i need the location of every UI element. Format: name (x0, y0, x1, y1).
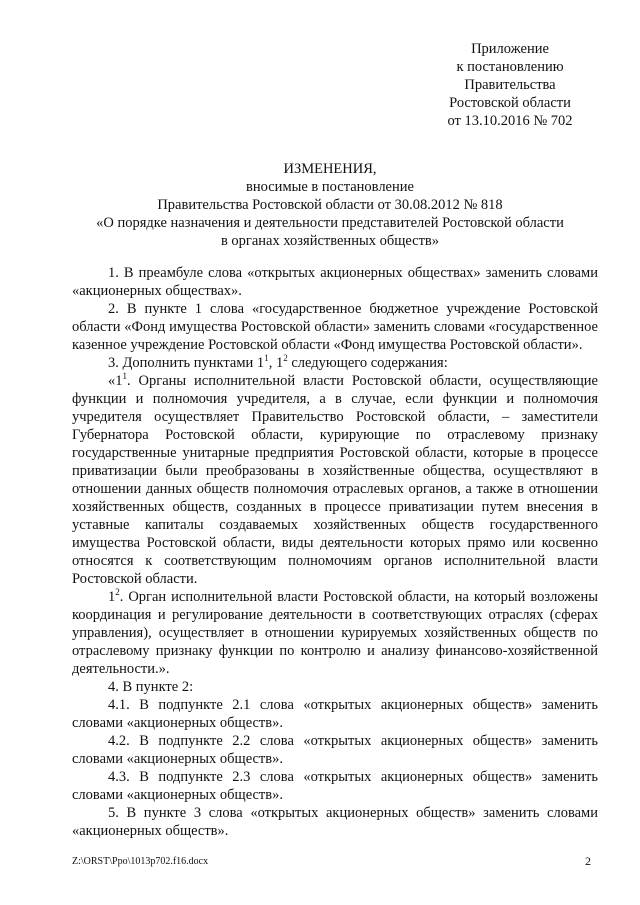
superscript: 1 (122, 371, 127, 382)
paragraph-4-text-a: «1 (108, 373, 123, 389)
paragraph-3-text-a: 3. Дополнить пунктами 1 (108, 355, 265, 371)
paragraph-3-text-c: следующего содержания: (287, 355, 448, 371)
superscript: 2 (115, 587, 120, 598)
appendix-line: Приложение (471, 41, 549, 57)
superscript: 1 (264, 353, 269, 364)
document-title: ИЗМЕНЕНИЯ, (283, 161, 377, 177)
paragraph-9: 4.3. В подпункте 2.3 слова «открытых акционерных обществ» заменить словами «акционерных обществ». (72, 769, 598, 803)
paragraph-5 (72, 588, 598, 678)
footer-file-path: Z:\ORST\Ppo\1013p702.f16.docx (72, 856, 209, 867)
paragraph-5-text-a: 1 (108, 589, 116, 605)
paragraph-6: 4. В пункте 2: (108, 679, 194, 695)
heading-line: Правительства Ростовской области от 30.08.2012 № 818 (157, 197, 503, 213)
heading-line: «О порядке назначения и деятельности представителей Ростовской области (96, 215, 564, 231)
document-heading (60, 160, 600, 250)
paragraph-10: 5. В пункте 3 слова «открытых акционерных обществ» заменить словами «акционерных обществ». (72, 805, 598, 839)
paragraph-3 (72, 354, 598, 372)
paragraph-5-text-b: . Орган исполнительной власти Ростовской области, на который возложены координация и регулирование деятельности в соответствующих отраслях (сферах управления), осуществляет в отношении курируемых хозяйственных обществ по отраслевому признаку функции по контролю и анализу финансово-хозяйственной деятельности.». (72, 589, 598, 677)
paragraph-7: 4.1. В подпункте 2.1 слова «открытых акционерных обществ» заменить словами «акционерных обществ». (72, 697, 598, 731)
heading-line: в органах хозяйственных обществ» (220, 233, 440, 249)
heading-line: вносимые в постановление (246, 179, 414, 195)
superscript: 2 (283, 353, 288, 364)
paragraph-2: 2. В пункте 1 слова «государственное бюджетное учреждение Ростовской области «Фонд имущества Ростовской области» заменить словами «государственное казенное учреждение Ростовской области «Фонд имущества Ростовской области». (72, 301, 598, 353)
appendix-line: Правительства (464, 77, 556, 93)
paragraph-3-text-b: , 1 (268, 355, 284, 371)
appendix-line: к постановлению (456, 59, 564, 75)
appendix-block (400, 40, 620, 130)
paragraph-1: 1. В преамбуле слова «открытых акционерных обществах» заменить словами «акционерных обществах». (72, 265, 598, 299)
paragraph-4-text-b: . Органы исполнительной власти Ростовской области, осуществляющие функции и полномочия учредителя, а в случае, если функции и полномочия учредителя осуществляет Правительство Ростовской области, – заместители Губернатора Ростовской области, курирующие по отраслевому признаку государственные унитарные предприятия Ростовской области, которые в процессе приватизации были преобразованы в хозяйственные общества, осуществляют в отношении данных обществ полномочия отраслевых органов, а также в отношении хозяйственных обществ, созданных в процессе приватизации путем внесения в уставные капиталы создаваемых хозяйственных обществ государственного имущества Ростовской области, виды деятельности которых прямо или косвенно относятся к соответствующим полномочиям органов исполнительной власти Ростовской области. (72, 373, 598, 587)
appendix-line: Ростовской области (449, 95, 571, 111)
paragraph-8: 4.2. В подпункте 2.2 слова «открытых акционерных обществ» заменить словами «акционерных обществ». (72, 733, 598, 767)
appendix-line: от 13.10.2016 № 702 (447, 113, 573, 129)
paragraph-4 (72, 372, 598, 588)
page-number: 2 (585, 854, 591, 868)
document-body (72, 264, 598, 840)
